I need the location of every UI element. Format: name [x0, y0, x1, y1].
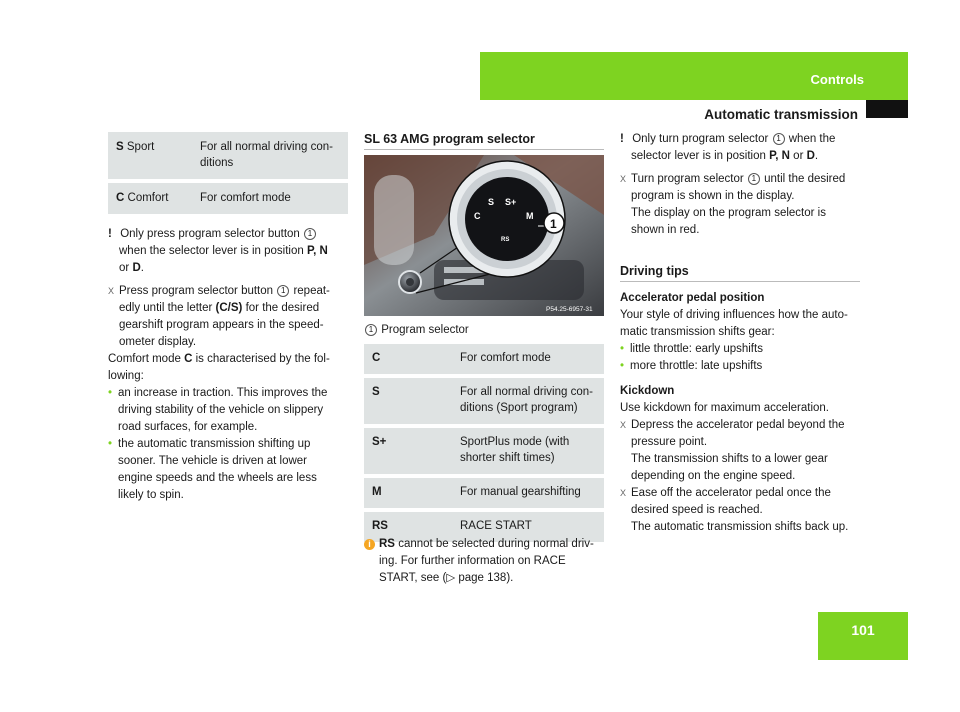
callout-1-icon: 1: [773, 133, 785, 145]
page-title: Automatic transmission: [704, 107, 858, 122]
kickdown-heading: Kickdown: [620, 385, 675, 397]
mode-cell: S Sport: [108, 132, 192, 181]
left-text: ! Only press program selector button 1 when the selector lever is in position P, N or D. X Press program selector button 1 repeat- edly until the letter (C/S) for the desired gearshift program appears in the speed- ometer display. Comfort mode C is characterised by the fol- lowing: • an increase in traction. This improves the driving stability of the vehicle on slippery road surfaces, for example. • the automatic transmission shifting up sooner. The vehicle is driven at lower engine speeds and the wheels are less likely to spin.: [108, 226, 358, 504]
selector-letter-splus: S+: [505, 197, 517, 207]
section-tab: [480, 52, 908, 100]
warning-note: ! Only press program selector button 1: [108, 226, 358, 243]
desc-cell: For all normal driving con- ditions: [192, 132, 348, 181]
selector-letter-m: M: [526, 211, 534, 221]
photo-code: P54.25-6957-31: [546, 306, 593, 313]
header-marker: [866, 100, 908, 118]
selector-letter-rs: RS: [501, 237, 510, 243]
page-number: 101: [851, 622, 875, 638]
list-item: • little throttle: early upshifts: [620, 341, 870, 358]
page-number-box: [818, 612, 908, 660]
table-row: [108, 132, 348, 181]
instruction-step: X Ease off the accelerator pedal once the desired speed is reached. The automatic transmission shifts back up.: [620, 485, 870, 536]
instruction-step: X Turn program selector 1 until the desired program is shown in the display. The display on the program selector is shown in red.: [620, 171, 870, 239]
callout-1-icon: 1: [748, 173, 760, 185]
info-note: i RS cannot be selected during normal driv- ing. For further information on RACE START, see (▷ page 138).: [364, 536, 612, 587]
table-row: M For manual gearshifting: [364, 476, 604, 510]
driving-tips-text: Accelerator pedal position Your style of driving influences how the auto- matic transmission shifts gear: • little throttle: early upshifts • more throttle: late upshifts Kickdown Use kickdown for maximum acceleration. X Depress the accelerator pedal beyond the pressure point. The transmission shifts to a lower gear depending on the engine speed. X Ease off the accelerator pedal once the desired speed is reached. The automatic transmission shifts back up.: [620, 290, 870, 536]
callout-1-icon: 1: [277, 285, 289, 297]
heading-rule: [620, 281, 860, 282]
table-row: S For all normal driving con- ditions (Sport program): [364, 376, 604, 426]
desc-cell: For comfort mode: [192, 181, 348, 214]
list-item: • the automatic transmission shifting up sooner. The vehicle is driven at lower engine speeds and the wheels are less likely to spin.: [108, 436, 358, 504]
table-row: S+ SportPlus mode (with shorter shift times): [364, 426, 604, 476]
warning-icon: !: [620, 133, 624, 145]
right-text: ! Only turn program selector 1 when the selector lever is in position P, N or D. X Turn program selector 1 until the desired program is shown in the display. The display on the program selector is shown in red.: [620, 131, 870, 239]
photo-caption: 1 Program selector: [364, 322, 469, 339]
callout-1-icon: 1: [365, 324, 377, 336]
selector-photo-graphic: [364, 155, 604, 316]
table-row: C For comfort mode: [364, 344, 604, 376]
section-title: Controls: [810, 72, 864, 87]
program-table: [364, 344, 604, 542]
accelerator-heading: Accelerator pedal position: [620, 292, 765, 304]
driving-tips-heading: Driving tips: [620, 264, 689, 278]
list-item: • an increase in traction. This improves the driving stability of the vehicle on slippery road surfaces, for example.: [108, 385, 358, 436]
warning-note: ! Only turn program selector 1 when the: [620, 131, 870, 148]
left-mode-table: [108, 132, 348, 214]
selector-letter-c: C: [474, 211, 481, 221]
heading-rule: [364, 149, 604, 150]
callout-1-label: 1: [550, 217, 557, 231]
instruction-step: X Depress the accelerator pedal beyond the pressure point. The transmission shifts to a lower gear depending on the engine speed.: [620, 417, 870, 485]
program-selector-photo: [364, 155, 604, 316]
callout-1-icon: 1: [304, 228, 316, 240]
warning-icon: !: [108, 228, 112, 240]
info-icon: i: [364, 539, 375, 550]
list-item: • more throttle: late upshifts: [620, 358, 870, 375]
table-row: RS RACE START: [364, 510, 604, 542]
mode-cell: C Comfort: [108, 181, 192, 214]
selector-letter-s: S: [488, 197, 495, 207]
table-row: [108, 181, 348, 214]
section-heading: SL 63 AMG program selector: [364, 132, 535, 146]
instruction-step: X Press program selector button 1 repeat- edly until the letter (C/S) for the desired gearshift program appears in the speed- ometer display.: [108, 283, 358, 351]
